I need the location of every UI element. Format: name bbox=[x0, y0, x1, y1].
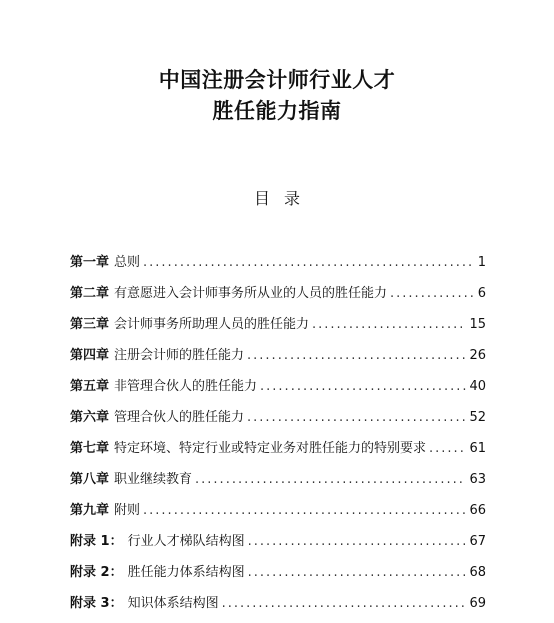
toc-entry[interactable] bbox=[70, 344, 486, 375]
toc-entry-page: 63 bbox=[469, 472, 486, 487]
toc-entry-title: 有意愿进入会计师事务所从业的人员的胜任能力 bbox=[114, 286, 388, 301]
toc-heading: 目录 bbox=[253, 189, 314, 208]
toc-entry-page: 67 bbox=[469, 534, 486, 549]
document-title-line1: 中国注册会计师行业人才 bbox=[158, 68, 396, 92]
toc-entry-page: 1 bbox=[477, 255, 486, 270]
toc-entry-page: 15 bbox=[469, 317, 486, 332]
toc-entry[interactable] bbox=[70, 251, 486, 282]
toc-entry-title: 胜任能力体系结构图 bbox=[127, 565, 245, 580]
toc-entry-number: 第九章 bbox=[70, 503, 110, 518]
toc-entry[interactable] bbox=[70, 561, 486, 592]
toc-entry-number: 附录 3： bbox=[70, 596, 123, 611]
toc-entry-title: 非管理合伙人的胜任能力 bbox=[114, 379, 258, 394]
toc-entry[interactable] bbox=[70, 375, 486, 406]
dot-leader bbox=[195, 472, 466, 487]
toc-entry-page: 26 bbox=[469, 348, 486, 363]
toc-entry-page: 68 bbox=[469, 565, 486, 580]
toc-entry-number: 第一章 bbox=[70, 255, 110, 270]
dot-leader bbox=[390, 286, 475, 301]
toc-entry-page: 61 bbox=[469, 441, 486, 456]
toc-entry-number: 第八章 bbox=[70, 472, 110, 487]
toc-entry-title: 注册会计师的胜任能力 bbox=[114, 348, 245, 363]
dot-leader bbox=[248, 534, 467, 549]
toc-entry-page: 6 bbox=[477, 286, 486, 301]
toc-entry-title: 管理合伙人的胜任能力 bbox=[114, 410, 245, 425]
toc-entry-title: 会计师事务所助理人员的胜任能力 bbox=[114, 317, 310, 332]
toc-entry-number: 第七章 bbox=[70, 441, 110, 456]
toc-entry[interactable] bbox=[70, 592, 486, 623]
toc-entry[interactable] bbox=[70, 499, 486, 530]
toc-entry-page: 69 bbox=[469, 596, 486, 611]
toc-entry[interactable] bbox=[70, 282, 486, 313]
toc-entry[interactable] bbox=[70, 437, 486, 468]
dot-leader bbox=[312, 317, 466, 332]
toc-entry-title: 特定环境、特定行业或特定业务对胜任能力的特别要求 bbox=[114, 441, 427, 456]
toc-entry-number: 附录 1： bbox=[70, 534, 123, 549]
table-of-contents bbox=[70, 251, 486, 623]
dot-leader bbox=[143, 503, 466, 518]
toc-entry[interactable] bbox=[70, 468, 486, 499]
document-title-line2: 胜任能力指南 bbox=[212, 99, 342, 123]
dot-leader bbox=[222, 596, 467, 611]
dot-leader bbox=[143, 255, 475, 270]
dot-leader bbox=[260, 379, 466, 394]
dot-leader bbox=[429, 441, 466, 456]
toc-entry-number: 附录 2： bbox=[70, 565, 123, 580]
toc-entry-page: 40 bbox=[469, 379, 486, 394]
toc-entry-title: 附则 bbox=[114, 503, 141, 518]
toc-entry-title: 总则 bbox=[114, 255, 141, 270]
toc-entry[interactable] bbox=[70, 406, 486, 437]
toc-entry-page: 66 bbox=[469, 503, 486, 518]
toc-entry-title: 行业人才梯队结构图 bbox=[127, 534, 245, 549]
dot-leader bbox=[247, 410, 466, 425]
toc-entry-number: 第二章 bbox=[70, 286, 110, 301]
toc-entry[interactable] bbox=[70, 530, 486, 561]
toc-entry-number: 第四章 bbox=[70, 348, 110, 363]
dot-leader bbox=[247, 348, 466, 363]
toc-entry-title: 知识体系结构图 bbox=[127, 596, 219, 611]
toc-entry-title: 职业继续教育 bbox=[114, 472, 193, 487]
toc-entry-number: 第五章 bbox=[70, 379, 110, 394]
dot-leader bbox=[248, 565, 467, 580]
toc-entry-number: 第三章 bbox=[70, 317, 110, 332]
toc-entry[interactable] bbox=[70, 313, 486, 344]
toc-entry-page: 52 bbox=[469, 410, 486, 425]
toc-entry-number: 第六章 bbox=[70, 410, 110, 425]
